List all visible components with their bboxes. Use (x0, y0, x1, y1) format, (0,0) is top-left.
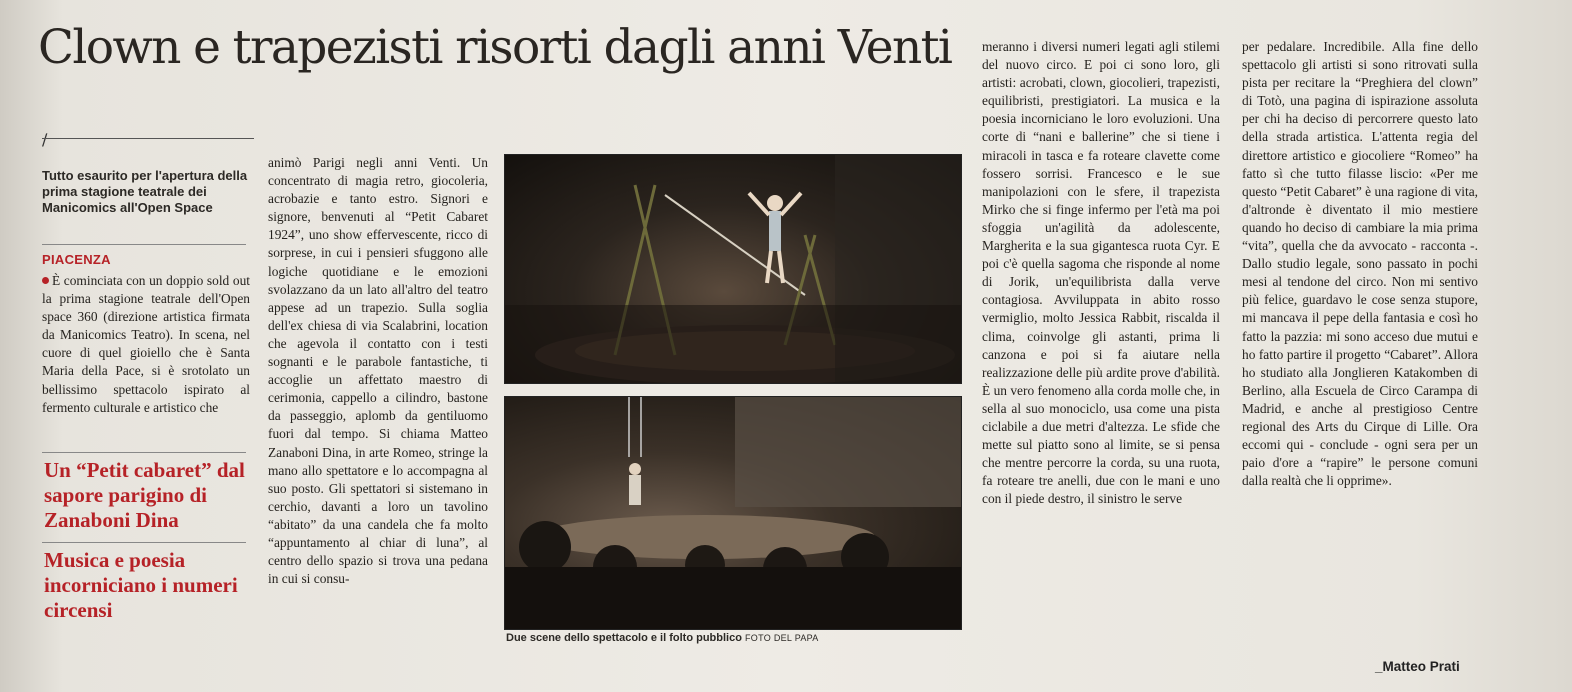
byline-prefix: _ (1375, 659, 1383, 674)
column-4: per pedalare. Incredibile. Alla fine dello spettacolo gli artisti si sono ritrovati sulla pista per recitare la “Preghiera del clown” di Totò, una pagina di ispirazione assoluta per chi ha deciso di percorrere questo lato della strada artistica. L'attenta regia del direttore artistico e giocoliere “Romeo” ha fatto sì che tutto filasse liscio: «Per me questo “Petit Cabaret” è una ragione di vita, d'altronde è diventato il mio mestiere quando ho deciso di cambiare la mia prima “vita”, quella che da avvocato - racconta -. Dallo studio legale, sono passato in pochi mesi al tendone del circo. Non mi sentivo più felice, guardavo le cose senza stupore, mi mancava il pepe della fantasia e così ho fatto la pazzia: mi sono acceso due mutui e ho fatto partire il progetto “Cabaret”. Allora ho studiato alla Jonglieren Katakomben di Berlino, alla Escuela de Circo Carampa di Madrid, e anche al prestigioso Centre regional des Arts du Cirque di Lille. Ora eccomi qui - conclude - ogni sera per un paio d'ore a “rapire” le persone comuni dalla realtà che li opprime». (1242, 39, 1478, 489)
caption-text: Due scene dello spettacolo e il folto pubblico (506, 632, 742, 644)
photo-caption (506, 632, 966, 644)
column-3: meranno i diversi numeri legati agli stilemi del nuovo circo. E poi ci sono loro, gli artisti: acrobati, clown, giocolieri, trapezisti, equilibristi, prestigiatori. La musica e la poesia incorniciano le loro evoluzioni. Una corte di “nani e ballerine” che si tiene i miracoli in tasca e fa roteare clavette come fossero sorrisi. Francesco e le sue manipolazioni con le sfere, il trapezista Mirko che si finge infermo per l'età ma poi sfoggia un'agilità da adolescente, Margherita e la sua gigantesca ruota Cyr. E poi c'è quella sagoma che risponde al nome di Jorik, un'equilibrista dalla verve contagiosa. Avviluppata in abito rosso vermiglio, molto Jessica Rabbit, riscalda il clima, coinvolge gli astanti, prima li canzona e poi si fa aiutare nella realizzazione delle più ardite prove d'abilità. È un vero fenomeno alla corda molle che, in sella al suo monociclo, usa come una pista ciclabile a due metri d'altezza. Le sfide che mette sul piatto sono al limite, se si pensa che mentre percorre la corda, su una ruota, fa roteare tre anelli, due con le mani e uno con il piede destro, il sinistro le serve (982, 39, 1220, 507)
divider (42, 542, 246, 543)
dateline-city: PIACENZA (42, 252, 111, 267)
kicker-rule (42, 138, 254, 139)
section-mark-icon: ∕ (42, 130, 48, 149)
divider (42, 244, 246, 245)
column-1-text: È cominciata con un doppio sold out la prima stagione teatrale dell'Open space 360 (direzione artistica firmata da Manicomics Teatro). In scena, nel cuore di quel gioiello che è Santa Maria della Pace, si è srotolato un bellissimo spettacolo ispirato al fermento culturale e artistico che (42, 273, 250, 415)
subhead-1: Un “Petit cabaret” dal sapore parigino di Zanaboni Dina (44, 458, 245, 532)
column-1 (42, 272, 250, 417)
bullet-icon (42, 277, 49, 284)
photo-illustration (505, 155, 961, 383)
divider (42, 452, 246, 453)
photo-illustration (505, 397, 961, 629)
photo-trapeze-act (504, 154, 962, 384)
photo-audience (504, 396, 962, 630)
subhead-2: Musica e poesia incorniciano i numeri circensi (44, 548, 238, 622)
column-2: animò Parigi negli anni Venti. Un concentrato di magia retro, giocoleria, acrobazie e tanto estro. Signori e signore, benvenuti al “Petit Cabaret 1924”, uno show effervescente, ricco di sorprese, in cui i pensieri sfuggono alle logiche quotidiane e le emozioni svolazzano da un lato all'altro del teatro appese ad un trapezio. Sulla soglia dell'ex chiesa di via Scalabrini, location che agevola il contatto con i testi sognanti e le parabole fantastiche, ti accoglie un affettato maestro di cerimonia, cappello a cilindro, bastone da passeggio, aplomb da gentiluomo fuori dal tempo. Si chiama Matteo Zanaboni Dina, in arte Romeo, stringe la mano allo spettatore e lo accompagna al suo posto. Gli spettatori si sistemano in cerchio, davanti a loro un tavolino “abitato” da una candela che fa molto “appuntamento al chiar di luna”, al centro dello spazio si trova una pedana in cui si consu- (268, 155, 488, 587)
photo-credit: FOTO DEL PAPA (744, 633, 819, 643)
byline-author: Matteo Prati (1382, 659, 1460, 674)
summary: Tutto esaurito per l'apertura della prima stagione teatrale dei Manicomics all'Open Space (42, 168, 248, 215)
byline (1375, 659, 1460, 674)
headline: Clown e trapezisti risorti dagli anni Venti (38, 20, 952, 75)
